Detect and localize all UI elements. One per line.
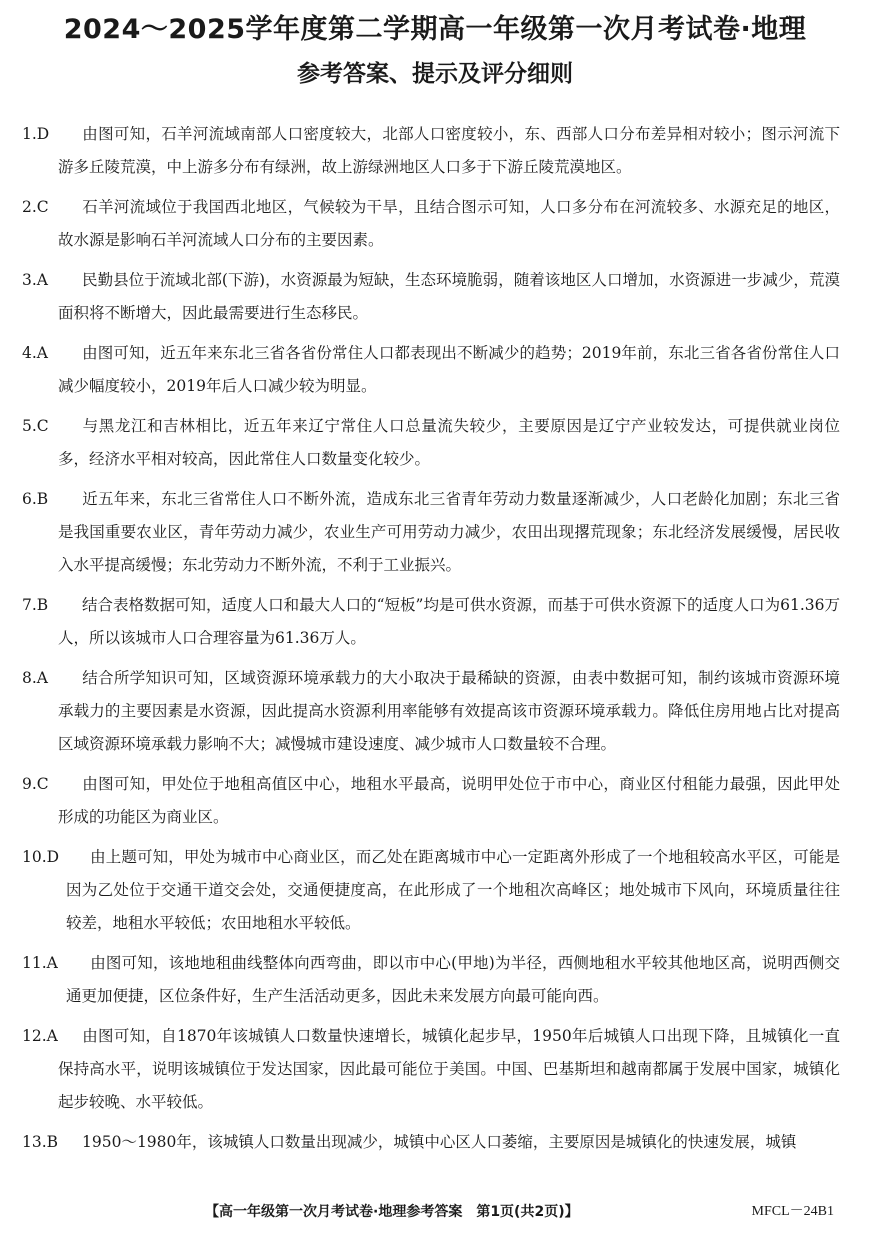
- answer-number: 8.: [22, 669, 37, 687]
- answer-key: A: [46, 1027, 58, 1045]
- answer-item-10: [22, 841, 840, 940]
- answer-number: 13.: [22, 1133, 47, 1151]
- answer-key: B: [36, 490, 49, 508]
- answer-key: C: [36, 775, 49, 793]
- answer-explanation: 结合所学知识可知，区域资源环境承载力的大小取决于最稀缺的资源，由表中数据可知，制约该城市资源环境承载力的主要因素是水资源，因此提高水资源利用率能够有效提高该市资源环境承载力。降低住房用地占比对提高区域资源环境承载力影响不大；减慢城市建设速度、减少城市人口数量较不合理。: [58, 669, 840, 753]
- answer-key: C: [36, 417, 49, 435]
- answer-explanation: 石羊河流域位于我国西北地区，气候较为干旱，且结合图示可知，人口多分布在河流较多、水源充足的地区，故水源是影响石羊河流域人口分布的主要因素。: [58, 198, 840, 249]
- answer-explanation: 由上题可知，甲处为城市中心商业区，而乙处在距离城市中心一定距离外形成了一个地租较高水平区，可能是因为乙处位于交通干道交会处，交通便捷度高，在此形成了一个地租次高峰区；地处城市下风向，环境质量往往较差，地租水平较低；农田地租水平较低。: [66, 848, 840, 932]
- page-title: 2024～2025学年度第二学期高一年级第一次月考试卷·地理: [63, 14, 807, 45]
- answer-key: A: [36, 271, 48, 289]
- answer-number: 3.: [22, 271, 37, 289]
- answer-explanation: 结合表格数据可知，适度人口和最大人口的“短板”均是可供水资源，而基于可供水资源下的适度人口为61.36万人，所以该城市人口合理容量为61.36万人。: [58, 596, 840, 647]
- answer-number: 2.: [22, 198, 37, 216]
- answer-key: B: [36, 596, 49, 614]
- answer-number: 11.: [22, 954, 47, 972]
- answer-key: A: [46, 954, 58, 972]
- answer-number: 5.: [22, 417, 37, 435]
- page-footer: [0, 1200, 870, 1224]
- answer-number: 10.: [22, 848, 47, 866]
- answer-explanation: 与黑龙江和吉林相比，近五年来辽宁常住人口总量流失较少，主要原因是辽宁产业较发达，可提供就业岗位多，经济水平相对较高，因此常住人口数量变化较少。: [58, 417, 840, 468]
- answer-explanation: 民勤县位于流域北部(下游)，水资源最为短缺，生态环境脆弱，随着该地区人口增加，水资源进一步减少，荒漠面积将不断增大，因此最需要进行生态移民。: [58, 271, 840, 322]
- footer-page-info: 【高一年级第一次月考试卷·地理参考答案 第1页(共2页)】: [205, 1204, 579, 1220]
- answer-explanation: 由图可知，石羊河流域南部人口密度较大，北部人口密度较小，东、西部人口分布差异相对较小；图示河流下游多丘陵荒漠，中上游多分布有绿洲，故上游绿洲地区人口多于下游丘陵荒漠地区。: [58, 125, 840, 176]
- answer-item-4: [22, 337, 840, 403]
- answer-explanation: 1950～1980年，该城镇人口数量出现减少，城镇中心区人口萎缩，主要原因是城镇化的快速发展，城镇: [82, 1133, 797, 1151]
- answer-item-5: [22, 410, 840, 476]
- answer-item-9: [22, 768, 840, 834]
- answer-explanation: 由图可知，自1870年该城镇人口数量快速增长，城镇化起步早，1950年后城镇人口出现下降，且城镇化一直保持高水平，说明该城镇位于发达国家，因此最可能位于美国。中国、巴基斯坦和越南都属于发展中国家，城镇化起步较晚、水平较低。: [58, 1027, 840, 1111]
- answer-item-6: [22, 483, 840, 582]
- answer-explanation: 由图可知，甲处位于地租高值区中心，地租水平最高，说明甲处位于市中心，商业区付租能力最强，因此甲处形成的功能区为商业区。: [58, 775, 840, 826]
- answer-list: [22, 118, 840, 1166]
- answer-explanation: 由图可知，近五年来东北三省各省份常住人口都表现出不断减少的趋势；2019年前，东北三省各省份常住人口减少幅度较小，2019年后人口减少较为明显。: [58, 344, 840, 395]
- footer-code: MFCL－24B1: [751, 1204, 834, 1219]
- answer-item-3: [22, 264, 840, 330]
- answer-key: A: [36, 669, 48, 687]
- answer-number: 9.: [22, 775, 37, 793]
- answer-key: D: [36, 125, 50, 143]
- answer-number: 12.: [22, 1027, 47, 1045]
- answer-item-13: [22, 1126, 840, 1159]
- page-subtitle: 参考答案、提示及评分细则: [297, 61, 573, 87]
- answer-item-2: [22, 191, 840, 257]
- answer-key: D: [46, 848, 60, 866]
- answer-number: 7.: [22, 596, 37, 614]
- answer-number: 1.: [22, 125, 37, 143]
- answer-key: A: [36, 344, 48, 362]
- answer-key: C: [36, 198, 49, 216]
- answer-explanation: 由图可知，该地地租曲线整体向西弯曲，即以市中心(甲地)为半径，西侧地租水平较其他地区高，说明西侧交通更加便捷，区位条件好，生产生活活动更多，因此未来发展方向最可能向西。: [66, 954, 840, 1005]
- answer-number: 6.: [22, 490, 37, 508]
- answer-explanation: 近五年来，东北三省常住人口不断外流，造成东北三省青年劳动力数量逐渐减少，人口老龄化加剧；东北三省是我国重要农业区，青年劳动力减少，农业生产可用劳动力减少，农田出现撂荒现象；东北经济发展缓慢，居民收入水平提高缓慢；东北劳动力不断外流，不利于工业振兴。: [58, 490, 840, 574]
- answer-item-1: [22, 118, 840, 184]
- answer-item-8: [22, 662, 840, 761]
- answer-item-7: [22, 589, 840, 655]
- answer-item-12: [22, 1020, 840, 1119]
- answer-item-11: [22, 947, 840, 1013]
- answer-key: B: [46, 1133, 59, 1151]
- answer-number: 4.: [22, 344, 37, 362]
